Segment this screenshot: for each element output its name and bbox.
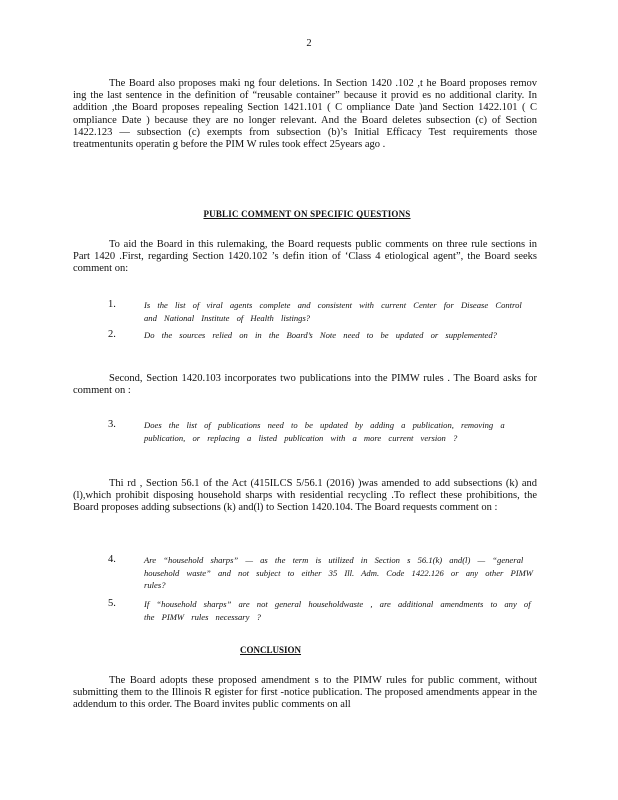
question-text: Are “household sharps” — as the term is utilized in Section s 56.1(k) and(l) — “general household waste” and not subject to either 35 Ill. Adm. Code 1422.126 or any other PIMW rules? — [144, 555, 533, 590]
paragraph-second: Second, Section 1420.103 incorporates two publications into the PIMW rules . The Board asks for comment on : — [73, 373, 537, 397]
question-text: Is the list of viral agents complete and consistent with current Center for Disease Control and National Institute of Health listings? — [144, 300, 522, 323]
question-text: Does the list of publications need to be updated by adding a publication, removing a publication, or replacing a listed publication with a more current version ? — [144, 420, 505, 443]
paragraph-deletions: The Board also proposes maki ng four deletions. In Section 1420 .102 ,t he Board proposes remov ing the last sentence in the definition of “reusable container” because it provid es no additional clarity. In addition ,the Board proposes repealing Section 1421.101 ( C ompliance Date )and Section 1422.101 ( C ompliance Date ) because they are no longer relevant. And the Board deletes subsection (c) of Section 1422.123 — subsection (c) exempts from subsection (b)’s Initial Efficacy Test requirements those treatmentunits operatin g before the PIM W rules took effect 25years ago . — [73, 78, 537, 151]
paragraph-conclusion: The Board adopts these proposed amendment s to the PIMW rules for public comment, without submitting them to the Illinois R egister for first -notice publication. The proposed amendments appear in the addendum to this order. The Board invites public comments on all — [73, 675, 537, 711]
question-number: 4. — [108, 554, 116, 565]
paragraph-aid: To aid the Board in this rulemaking, the Board requests public comments on three rule sections in Part 1420 .First, regarding Section 1420.102 ’s defin ition of ‘Class 4 etiological agent”, the Board seeks comment on: — [73, 239, 537, 275]
heading-conclusion: CONCLUSION — [240, 645, 302, 655]
page-number: 2 — [306, 38, 312, 49]
question-number: 2. — [108, 329, 116, 340]
question-number: 5. — [108, 598, 116, 609]
question-number: 1. — [108, 299, 116, 310]
question-number: 3. — [108, 419, 116, 430]
paragraph-third: Thi rd , Section 56.1 of the Act (415ILCS 5/56.1 (2016) )was amended to add subsections (k) and (l),which prohibit disposing household sharps with residential recycling .To reflect these prohibitions, the Board proposes adding subsections (k) and(l) to Section 1420.104. The Board requests comment on : — [73, 478, 537, 514]
question-text: Do the sources relied on in the Board’s Note need to be updated or supplemented? — [144, 330, 497, 340]
question-text: If “household sharps” are not general householdwaste , are additional amendments to any of the PIMW rules necessary ? — [144, 599, 531, 622]
heading-public-comment: PUBLIC COMMENT ON SPECIFIC QUESTIONS — [203, 209, 411, 219]
